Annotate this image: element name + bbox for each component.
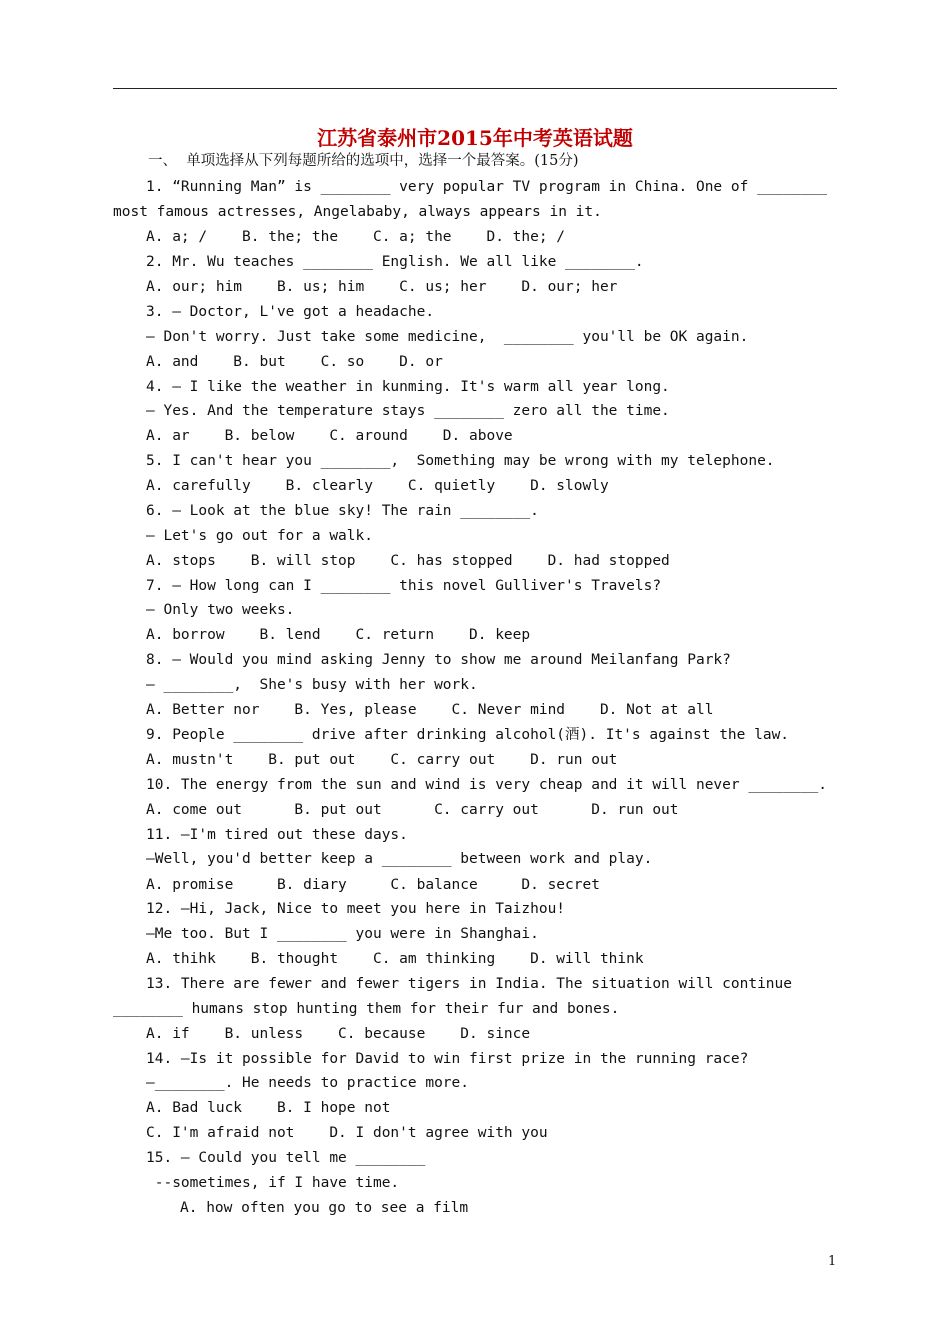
question-line: 7. — How long can I ________ this novel Gulliver's Travels? [146,578,662,594]
question-line: — ________, She's busy with her work. [146,677,478,693]
question-line: 10. The energy from the sun and wind is very cheap and it will never ________. [146,777,827,793]
question-line: 1. “Running Man” is ________ very popular TV program in China. One of ________ [146,179,827,195]
option-line: A. thihk B. thought C. am thinking D. will think [146,951,644,967]
option-line: A. mustn't B. put out C. carry out D. run out [146,752,618,768]
option-line: A. and B. but C. so D. or [146,354,443,370]
option-line: A. if B. unless C. because D. since [146,1026,531,1042]
question-line: — Only two weeks. [146,602,295,618]
option-line: A. Bad luck B. I hope not [146,1100,391,1116]
question-line: —________. He needs to practice more. [146,1075,470,1091]
option-line: A. come out B. put out C. carry out D. run out [146,802,679,818]
question-line: most famous actresses, Angelababy, always appears in it. [113,204,602,220]
option-line: A. how often you go to see a film [180,1200,469,1216]
section-heading: 一、 单项选择从下列每题所给的选项中，选择一个最答案。(15分) [148,153,579,169]
question-line: ________ humans stop hunting them for their fur and bones. [113,1001,620,1017]
question-line: --sometimes, if I have time. [146,1175,400,1191]
question-line: 4. — I like the weather in kunming. It's warm all year long. [146,379,670,395]
question-line: 2. Mr. Wu teaches ________ English. We all like ________. [146,254,644,270]
page-number: 1 [828,1254,837,1269]
option-line: C. I'm afraid not D. I don't agree with you [146,1125,548,1141]
option-line: A. borrow B. lend C. return D. keep [146,627,531,643]
option-line: A. ar B. below C. around D. above [146,428,513,444]
question-line: — Yes. And the temperature stays ________ zero all the time. [146,403,670,419]
question-line: — Don't worry. Just take some medicine, ________ you'll be OK again. [146,329,749,345]
question-line: 3. — Doctor, L've got a headache. [146,304,435,320]
option-line: A. a; / B. the; the C. a; the D. the; / [146,229,566,245]
option-line: A. Better nor B. Yes, please C. Never mind D. Not at all [146,702,714,718]
question-line: — Let's go out for a walk. [146,528,373,544]
question-line: 9. People ________ drive after drinking alcohol(酒). It's against the law. [146,727,790,743]
question-line: 6. — Look at the blue sky! The rain ________. [146,503,539,519]
option-line: A. our; him B. us; him C. us; her D. our; her [146,279,618,295]
question-line: 15. — Could you tell me ________ [146,1150,426,1166]
header-rule [113,88,837,89]
page-title: 江苏省泰州市2015年中考英语试题 [317,126,633,150]
question-line: 13. There are fewer and fewer tigers in India. The situation will continue [146,976,793,992]
option-line: A. carefully B. clearly C. quietly D. slowly [146,478,609,494]
question-line: 11. —I'm tired out these days. [146,827,408,843]
question-line: 5. I can't hear you ________, Something may be wrong with my telephone. [146,453,775,469]
option-line: A. stops B. will stop C. has stopped D. had stopped [146,553,670,569]
question-line: 14. —Is it possible for David to win first prize in the running race? [146,1051,749,1067]
question-line: 12. —Hi, Jack, Nice to meet you here in Taizhou! [146,901,566,917]
option-line: A. promise B. diary C. balance D. secret [146,877,600,893]
question-line: —Well, you'd better keep a ________ between work and play. [146,851,653,867]
question-line: —Me too. But I ________ you were in Shanghai. [146,926,539,942]
question-line: 8. — Would you mind asking Jenny to show me around Meilanfang Park? [146,652,731,668]
